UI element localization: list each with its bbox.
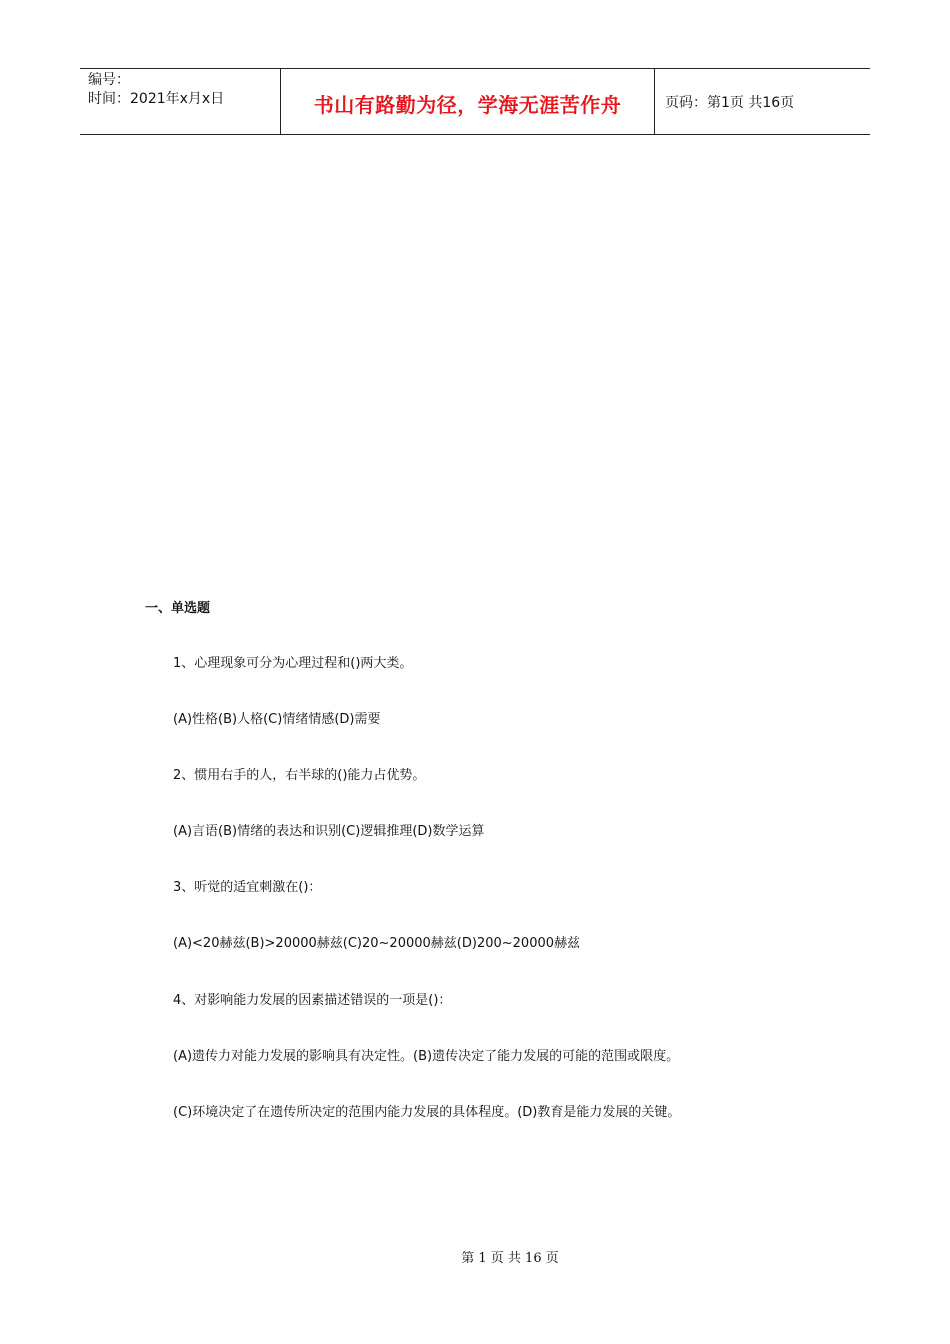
page-footer: 第 1 页 共 16 页 (461, 1251, 559, 1266)
question-2: 2、惯用右手的人，右半球的()能力占优势。 (173, 768, 426, 783)
question-1-options: (A)性格(B)人格(C)情绪情感(D)需要 (173, 712, 381, 727)
question-1: 1、心理现象可分为心理过程和()两大类。 (173, 656, 413, 671)
header-page-info: 页码：第1页 共16页 (665, 94, 795, 111)
question-3: 3、听觉的适宜刺激在()： (173, 880, 322, 895)
header-meta-cell (80, 69, 281, 134)
question-4-options-c-d: (C)环境决定了在遗传所决定的范围内能力发展的具体程度。(D)教育是能力发展的关键。 (173, 1105, 681, 1120)
header-motto: 书山有路勤为径，学海无涯苦作舟 (313, 93, 622, 117)
document-date: 时间：2021年x月x日 (88, 91, 225, 107)
question-4-options-a-b: (A)遗传力对能力发展的影响具有决定性。(B)遗传决定了能力发展的可能的范围或限度。 (173, 1049, 680, 1064)
document-header (80, 68, 870, 135)
section-title: 一、单选题 (145, 601, 211, 616)
question-3-options: (A)<20赫兹(B)>20000赫兹(C)20~20000赫兹(D)200~20000赫兹 (173, 936, 581, 951)
document-number-label: 编号： (88, 72, 130, 88)
question-2-options: (A)言语(B)情绪的表达和识别(C)逻辑推理(D)数学运算 (173, 824, 485, 839)
question-4: 4、对影响能力发展的因素描述错误的一项是()： (173, 993, 452, 1008)
header-page-cell (655, 69, 870, 134)
header-motto-cell (281, 69, 655, 134)
